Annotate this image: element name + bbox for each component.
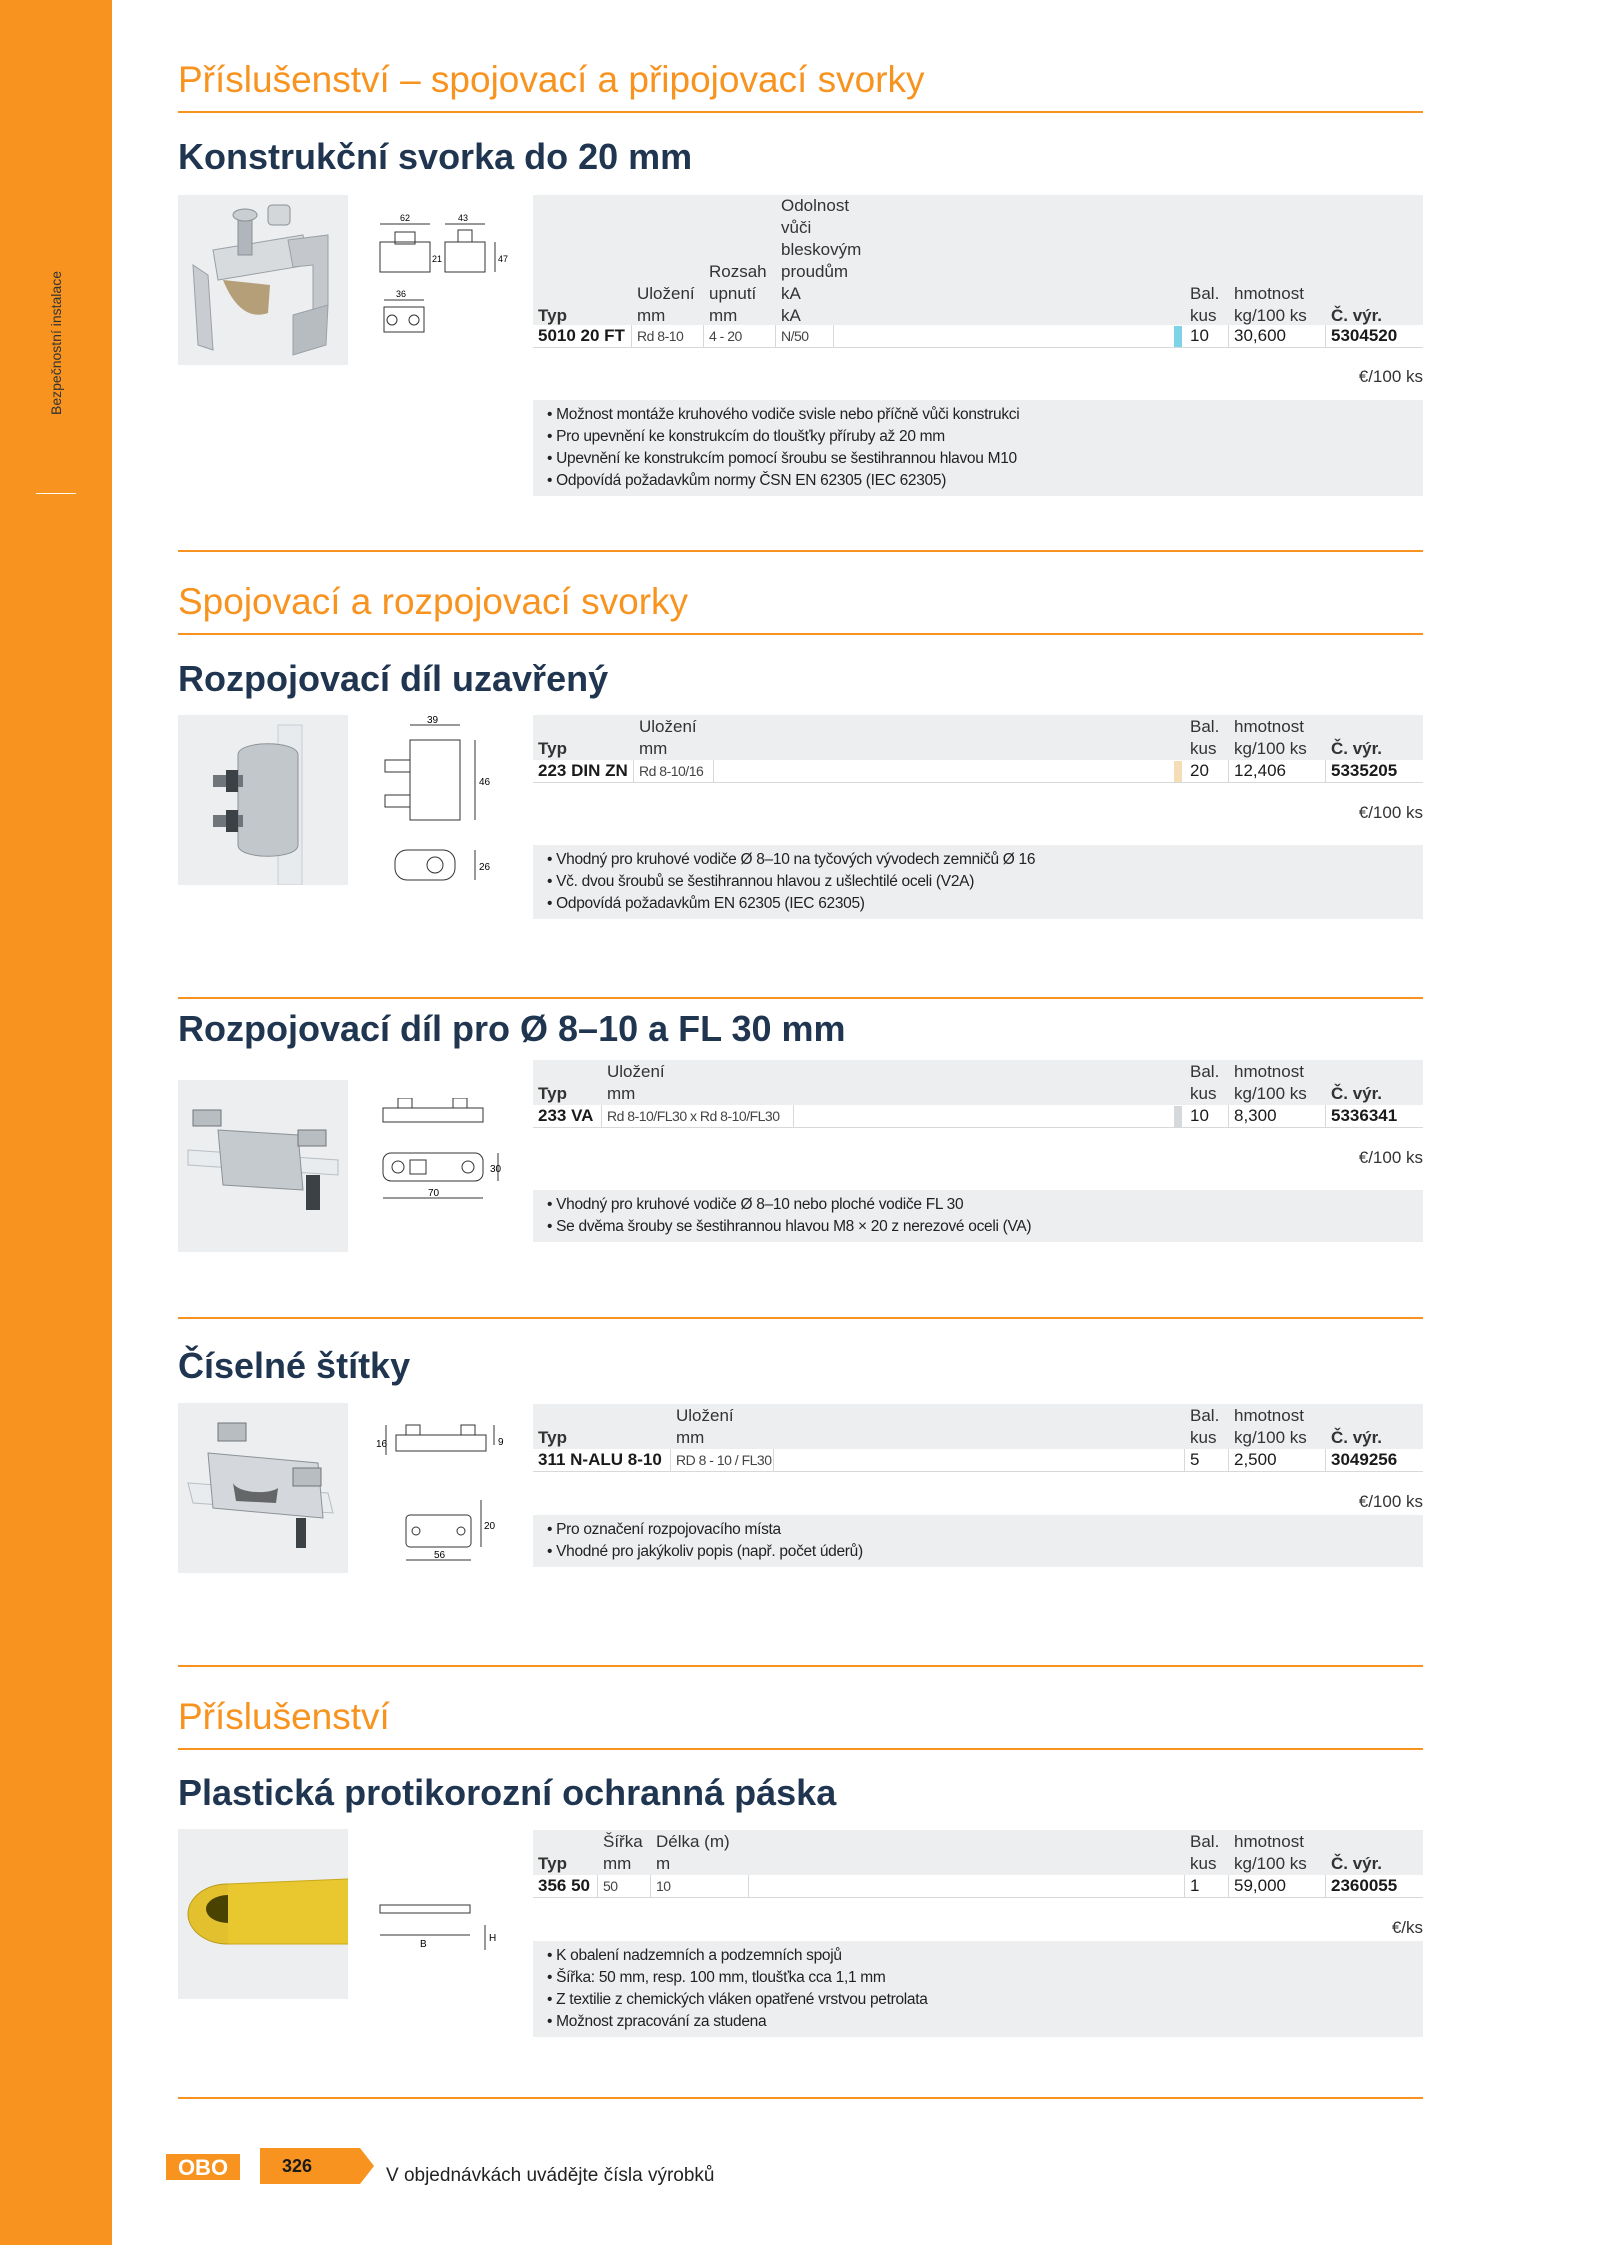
feature-item: • Vhodný pro kruhové vodiče Ø 8–10 na tyčových vývodech zemničů Ø 16: [547, 851, 1036, 868]
feature-item: • Z textilie z chemických vláken opatřené vrstvou petrolata: [547, 1991, 928, 2008]
cell-typ: 311 N-ALU 8-10: [538, 1450, 662, 1469]
product-photo: [178, 715, 348, 885]
feature-item: • Pro označení rozpojovacího místa: [547, 1521, 781, 1538]
footer-note: V objednávkách uvádějte čísla výrobků: [386, 2165, 715, 2186]
feature-item: • Upevnění ke konstrukcím pomocí šroubu se šestihrannou hlavou M10: [547, 450, 1017, 467]
header-ulozeni: Uložení mm: [676, 1406, 734, 1447]
header-ulozeni: Uložení mm: [607, 1062, 665, 1103]
cell-cislo: 5336341: [1331, 1106, 1398, 1125]
product-title: Číselné štítky: [178, 1345, 411, 1386]
price-unit: €/100 ks: [1358, 803, 1423, 822]
feature-item: • Vhodný pro kruhové vodiče Ø 8–10 nebo ploché vodiče FL 30: [547, 1196, 964, 1213]
feature-item: • Možnost zpracování za studena: [547, 2013, 767, 2030]
cell-typ: 5010 20 FT: [538, 326, 625, 345]
feature-item: • Vhodné pro jakýkoliv popis (např. počet úderů): [547, 1543, 863, 1560]
page-number: 326: [260, 2148, 360, 2184]
cell-hmotnost: 59,000: [1234, 1876, 1286, 1895]
dimension-label: 70: [428, 1188, 440, 1199]
table-header: [533, 195, 1423, 325]
header-odolnost: Odolnost vůči bleskovým proudům kA kA: [781, 196, 862, 325]
divider: [178, 1665, 1423, 1667]
cell-ulozeni: Rd 8-10/16: [639, 763, 704, 779]
logo-text: OBO: [177, 2155, 229, 2180]
product-table: [533, 1830, 1423, 1937]
cell-cislo: 3049256: [1331, 1450, 1398, 1469]
product-title: Plastická protikorozní ochranná páska: [178, 1772, 837, 1813]
dimension-label: 43: [458, 213, 469, 223]
cell-bal: 1: [1190, 1876, 1200, 1895]
cell-bal: 10: [1190, 1106, 1209, 1125]
section-heading-accessories-clamps: Příslušenství – spojovací a připojovací svorky: [178, 60, 1423, 113]
header-cislo: Č. výr.: [1331, 306, 1383, 325]
header-hmotnost: hmotnost kg/100 ks: [1234, 1406, 1307, 1447]
header-hmotnost: hmotnost kg/100 ks: [1234, 1062, 1307, 1103]
header-sirka: Šířka mm: [603, 1832, 643, 1873]
table-row: [533, 1105, 1423, 1128]
table-row: [533, 1449, 1423, 1472]
obo-logo: [166, 2151, 240, 2183]
sidebar-label: Bezpečnostní instalace: [48, 271, 64, 415]
header-delka: Délka (m) m: [656, 1832, 730, 1873]
section-heading-disconnect-clamps: Spojovací a rozpojovací svorky: [178, 582, 1423, 635]
feature-item: • Odpovídá požadavkům normy ČSN EN 62305 (IEC 62305): [547, 472, 947, 489]
cell-bal: 20: [1190, 761, 1209, 780]
table-header: [533, 715, 1423, 760]
cell-typ: 233 VA: [538, 1106, 594, 1125]
dimension-label: 20: [484, 1521, 496, 1532]
cell-hmotnost: 12,406: [1234, 761, 1286, 780]
technical-drawing: [376, 1415, 516, 1580]
dimension-label: 56: [434, 1550, 446, 1561]
section-heading-accessories: Příslušenství: [178, 1697, 1423, 1750]
cell-ulozeni: Rd 8-10/FL30 x Rd 8-10/FL30: [607, 1108, 780, 1124]
dimension-label: 46: [479, 777, 491, 788]
header-bal: Bal. kus: [1190, 1406, 1220, 1447]
header-hmotnost: hmotnost kg/100 ks: [1234, 284, 1307, 325]
feature-item: • Možnost montáže kruhového vodiče svisle nebo příčně vůči konstrukci: [547, 406, 1020, 423]
technical-drawing: [378, 1098, 518, 1243]
cell-ulozeni: RD 8 - 10 / FL30: [676, 1452, 772, 1468]
technical-drawing: [370, 212, 510, 357]
header-typ: Typ: [538, 1084, 567, 1103]
feature-list: [533, 1515, 1423, 1567]
technical-drawing: [375, 715, 505, 900]
header-typ: Typ: [538, 739, 567, 758]
header-hmotnost: hmotnost kg/100 ks: [1234, 1832, 1307, 1873]
divider: [178, 2097, 1423, 2099]
product-photo: [178, 1829, 348, 1999]
dimension-label: 9: [498, 1437, 504, 1448]
dimension-label: 39: [427, 715, 439, 726]
status-swatch: [1174, 761, 1182, 782]
cell-typ: 223 DIN ZN: [538, 761, 628, 780]
feature-list: [533, 1941, 1423, 2037]
status-swatch: [1174, 326, 1182, 347]
header-bal: Bal. kus: [1190, 717, 1220, 758]
sidebar-divider: [36, 493, 76, 494]
dimension-label: 26: [479, 862, 491, 873]
feature-item: • Pro upevnění ke konstrukcím do tloušťky příruby až 20 mm: [547, 428, 945, 445]
header-ulozeni: Uložení mm: [639, 717, 697, 758]
cell-cislo: 5304520: [1331, 326, 1398, 345]
header-ulozeni: Uložení mm: [637, 284, 695, 325]
product-table: [533, 1060, 1423, 1167]
table-header: [533, 1830, 1423, 1875]
product-table: [533, 715, 1423, 822]
feature-list: [533, 845, 1423, 919]
feature-item: • Odpovídá požadavkům EN 62305 (IEC 62305): [547, 895, 865, 912]
cell-hmotnost: 30,600: [1234, 326, 1286, 345]
product-title: Konstrukční svorka do 20 mm: [178, 136, 693, 177]
technical-drawing: [375, 1895, 505, 1980]
dimension-label: 36: [396, 289, 407, 299]
header-cislo: Č. výr.: [1331, 1428, 1383, 1447]
divider: [178, 1317, 1423, 1319]
header-bal: Bal. kus: [1190, 1832, 1220, 1873]
price-unit: €/ks: [1391, 1918, 1423, 1937]
cell-cislo: 5335205: [1331, 761, 1398, 780]
product-table: [533, 1404, 1423, 1511]
header-cislo: Č. výr.: [1331, 1854, 1383, 1873]
table-header: [533, 1060, 1423, 1105]
table-row: [533, 760, 1423, 783]
header-hmotnost: hmotnost kg/100 ks: [1234, 717, 1307, 758]
dimension-label: 47: [498, 254, 509, 264]
product-table: [533, 195, 1423, 386]
product-photo: [178, 1080, 348, 1252]
product-photo: [178, 195, 348, 365]
header-bal: Bal. kus: [1190, 1062, 1220, 1103]
feature-item: • Se dvěma šrouby se šestihrannou hlavou M8 × 20 z nerezové oceli (VA): [547, 1218, 1032, 1235]
price-unit: €/100 ks: [1358, 1492, 1423, 1511]
price-unit: €/100 ks: [1358, 1148, 1423, 1167]
status-swatch: [1174, 1106, 1182, 1127]
cell-ulozeni: Rd 8-10: [637, 328, 684, 344]
dimension-label: 62: [400, 213, 411, 223]
dimension-label: B: [420, 1939, 427, 1950]
header-cislo: Č. výr.: [1331, 1084, 1383, 1103]
table-header: [533, 1404, 1423, 1449]
header-bal: Bal. kus: [1190, 284, 1220, 325]
product-photo: [178, 1403, 348, 1573]
dimension-label: 16: [376, 1439, 388, 1450]
dimension-label: H: [489, 1933, 497, 1944]
cell-bal: 10: [1190, 326, 1209, 345]
cell-sirka: 50: [603, 1878, 618, 1894]
cell-hmotnost: 8,300: [1234, 1106, 1277, 1125]
cell-bal: 5: [1190, 1450, 1200, 1469]
header-rozsah: Rozsah upnutí mm: [709, 262, 767, 325]
header-typ: Typ: [538, 306, 567, 325]
table-row: [533, 325, 1423, 348]
dimension-label: 21: [432, 254, 443, 264]
divider: [178, 997, 1423, 999]
feature-item: • Šířka: 50 mm, resp. 100 mm, tloušťka cca 1,1 mm: [547, 1969, 886, 1986]
product-title: Rozpojovací díl uzavřený: [178, 658, 609, 699]
header-typ: Typ: [538, 1428, 567, 1447]
cell-odolnost: N/50: [781, 328, 809, 344]
price-unit: €/100 ks: [1358, 367, 1423, 386]
feature-item: • K obalení nadzemních a podzemních spojů: [547, 1947, 842, 1964]
dimension-label: 30: [490, 1164, 502, 1175]
cell-rozsah: 4 - 20: [709, 328, 742, 344]
cell-hmotnost: 2,500: [1234, 1450, 1277, 1469]
header-typ: Typ: [538, 1854, 567, 1873]
divider: [178, 550, 1423, 552]
page-arrow: [360, 2148, 374, 2184]
feature-list: [533, 1190, 1423, 1242]
feature-item: • Vč. dvou šroubů se šestihrannou hlavou z ušlechtilé oceli (V2A): [547, 873, 975, 890]
product-title: Rozpojovací díl pro Ø 8–10 a FL 30 mm: [178, 1008, 846, 1049]
header-cislo: Č. výr.: [1331, 739, 1383, 758]
feature-list: [533, 400, 1423, 496]
cell-delka: 10: [656, 1878, 671, 1894]
cell-cislo: 2360055: [1331, 1876, 1398, 1895]
cell-typ: 356 50: [538, 1876, 590, 1895]
table-row: [533, 1875, 1423, 1898]
